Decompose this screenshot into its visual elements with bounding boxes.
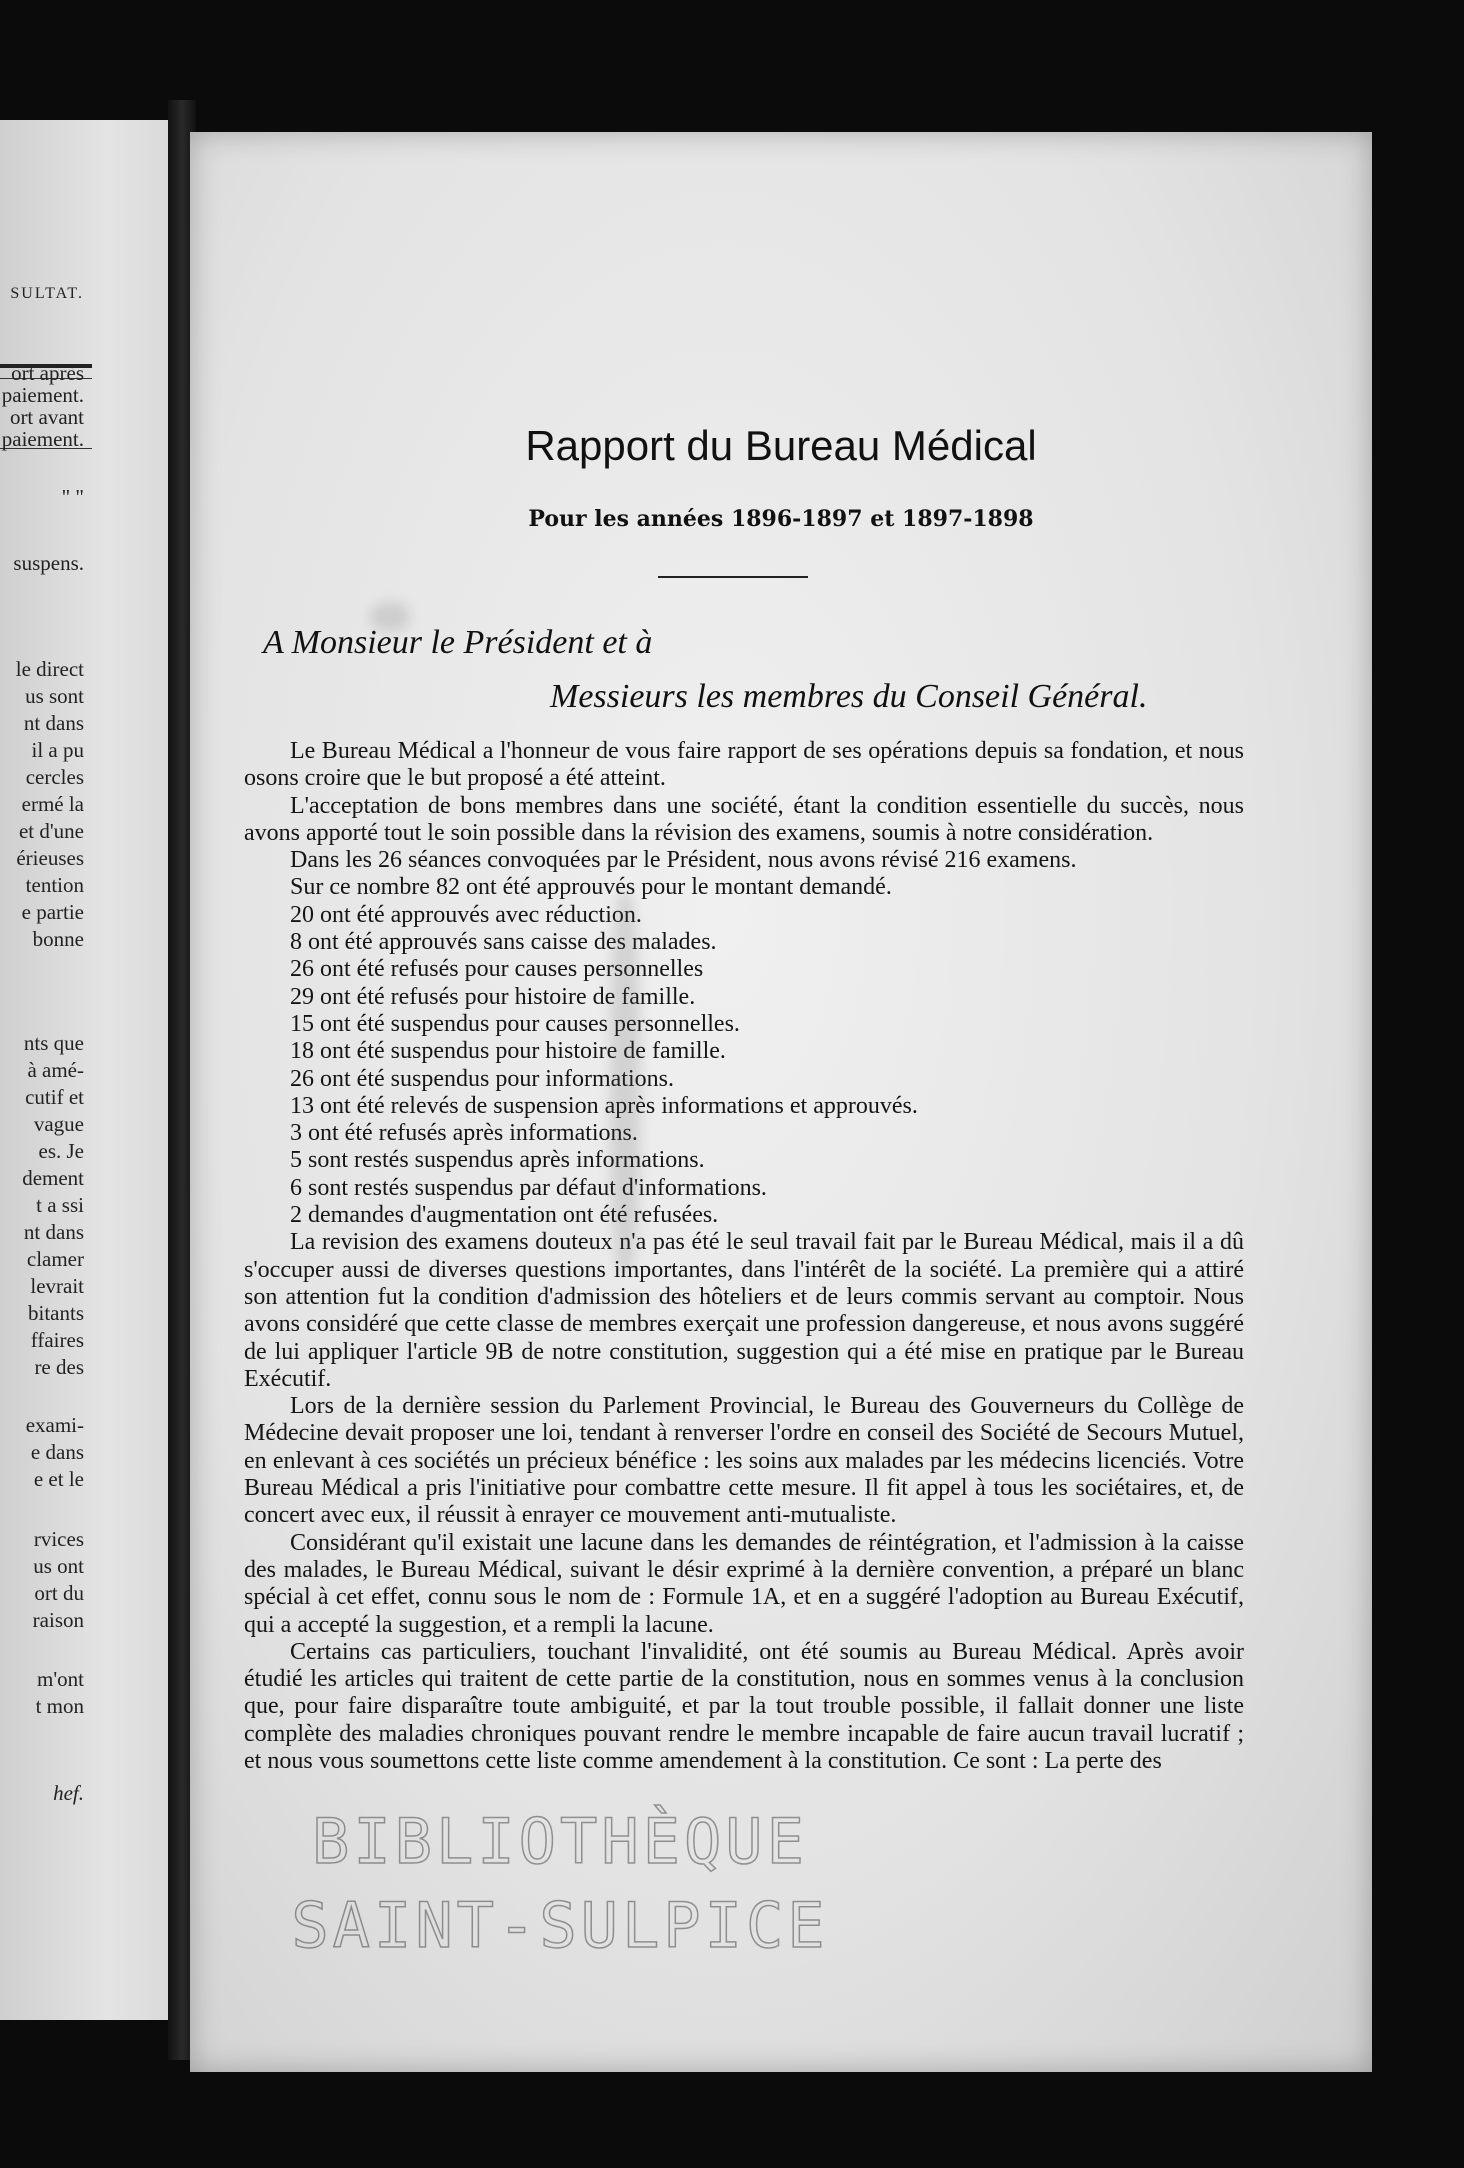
left-fragment: cercles [25,765,84,789]
salutation-line-2: Messieurs les membres du Conseil Général. [550,678,1148,715]
paragraph: Lors de la dernière session du Parlement Provincial, le Bureau des Gouverneurs du Collège de Médecine devait proposer une loi, tendant à renverser l'ordre en conseil des Société de Secours Mutuel, en enlevant à ces sociétés un précieux bénéfice : les soins aux malades par les médecins licenciés. Votre Bureau Médical a pris l'initiative pour combattre cette mesure. Il fit appel à tous les sociétaires, et, de concert avec eux, il réussit à enrayer ce mouvement anti-mutualiste. [244,1393,1244,1529]
left-fragment: bonne [32,927,84,951]
left-fragment: à amé- [27,1058,84,1082]
stat-line: 3 ont été refusés après informations. [290,1120,638,1147]
left-fragment: suspens. [13,551,84,575]
stat-line: 26 ont été refusés pour causes personnelles [290,956,704,983]
left-fragment: dement [22,1166,84,1190]
left-fragment: t mon [35,1694,84,1718]
stamp-line-1: BIBLIOTHÈQUE [312,1805,808,1878]
left-fragment: us ont [33,1554,84,1578]
page-title: Rapport du Bureau Médical [525,422,1037,469]
left-fragment: re des [34,1355,84,1379]
stat-line: 29 ont été refusés pour histoire de famille. [290,983,696,1010]
left-fragment: hef. [53,1781,84,1805]
left-fragment: le direct [15,657,84,681]
left-fragment: cutif et [25,1085,84,1109]
paragraph: La revision des examens douteux n'a pas été le seul travail fait par le Bureau Médical, mais il a dû s'occuper aussi de diverses questions importantes, dans l'intérêt de la société. La première qui a attiré son attention fut la condition d'admission des hôteliers et de leurs commis servant au comptoir. Nous avons considéré que cette classe de membres exerçait une profession dangereuse, et nous avons suggéré de lui appliquer l'article 9B de notre constitution, suggestion qui a été mise en pratique par le Bureau Exécutif. [244,1229,1244,1392]
left-fragment: t a ssi [36,1193,84,1217]
left-fragment: rvices [33,1527,84,1551]
left-fragment: nt dans [23,1220,84,1244]
left-fragment: levrait [30,1274,84,1298]
left-fragment: e et le [33,1467,84,1491]
stat-line: 20 ont été approuvés avec réduction. [290,901,642,928]
left-fragment: m'ont [37,1667,84,1691]
left-fragment: et d'une [18,819,84,843]
left-fragment: SULTAT. [10,285,84,302]
left-fragment: es. Je [38,1139,84,1163]
stat-line: 13 ont été relevés de suspension après informations et approuvés. [290,1092,918,1119]
stat-line: 6 sont restés suspendus par défaut d'informations. [290,1174,767,1201]
left-fragment: nt dans [23,711,84,735]
paragraph: L'acceptation de bons membres dans une société, étant la condition essentielle du succès, nous avons apporté tout le soin possible dans la révision des examens, soumis à notre considération. [244,792,1244,846]
left-fragment: tention [25,873,84,897]
left-fragment: ermé la [21,792,84,816]
left-fragment: exami- [25,1413,84,1437]
left-fragment: e partie [21,900,84,924]
left-fragment: bitants [28,1301,84,1325]
report-page [190,132,1372,2072]
left-fragment: us sont [25,684,84,708]
library-stamp [210,1800,910,1968]
left-fragment: vague [33,1112,84,1136]
left-fragment: ffaires [30,1328,84,1352]
left-fragment: e dans [30,1440,84,1464]
salutation-line-1: A Monsieur le Président et à [263,624,653,661]
stat-line: 2 demandes d'augmentation ont été refusées. [290,1202,719,1229]
stat-line: 8 ont été approuvés sans caisse des malades. [290,929,717,956]
report-body [244,738,1244,1775]
paragraph: Considérant qu'il existait une lacune dans les demandes de réintégration, et l'admission à la caisse des malades, le Bureau Médical, suivant le désir exprimé à la dernière convention, a préparé un blanc spécial à cet effet, connu sous le nom de : Formule 1A, et en a suggéré l'adoption au Bureau Exécutif, qui a accepté la suggestion, et a rempli la lacune. [244,1529,1244,1638]
left-fragment: érieuses [16,846,84,870]
left-fragment: nts que [23,1031,84,1055]
left-fragment: clamer [26,1247,84,1271]
paragraph: Certains cas particuliers, touchant l'invalidité, ont été soumis au Bureau Médical. Après avoir étudié les articles qui traitent de cette partie de la constitution, nous en sommes venus à la conclusion que, pour faire disparaître toute ambiguité, et par la tout trouble possible, il fallait donner une liste complète des maladies chroniques pouvant rendre le membre incapable de faire aucun travail lucratif ; et nous vous soumettons cette liste comme amendement à la constitution. Ce sont : La perte des [244,1638,1244,1774]
stamp-line-2: SAINT-SULPICE [291,1889,829,1962]
stat-line: 15 ont été suspendus pour causes personnelles. [290,1010,740,1037]
left-fragment: ort avant [9,405,84,429]
left-fragment: " " [61,485,84,509]
left-fragment: il a pu [31,738,84,762]
page-subtitle: Pour les années 1896-1897 et 1897-1898 [528,506,1034,532]
stat-line: 5 sont restés suspendus après informations. [290,1147,705,1174]
left-fragment: paiement. [1,383,84,407]
stat-line: 18 ont été suspendus pour histoire de famille. [290,1038,726,1065]
left-fragment: paiement. [1,427,84,451]
left-fragment: ort après [11,361,84,385]
previous-page-fragment [0,120,180,2020]
left-fragment: raison [32,1608,84,1632]
left-fragment: ort du [34,1581,84,1605]
stat-line: Sur ce nombre 82 ont été approuvés pour le montant demandé. [290,874,892,901]
paragraph: Dans les 26 séances convoquées par le Président, nous avons révisé 216 examens. [290,847,1077,874]
paragraph: Le Bureau Médical a l'honneur de vous faire rapport de ses opérations depuis sa fondation, et nous osons croire que le but proposé a été atteint. [244,738,1244,792]
stat-line: 26 ont été suspendus pour informations. [290,1065,674,1092]
title-divider [658,576,808,578]
